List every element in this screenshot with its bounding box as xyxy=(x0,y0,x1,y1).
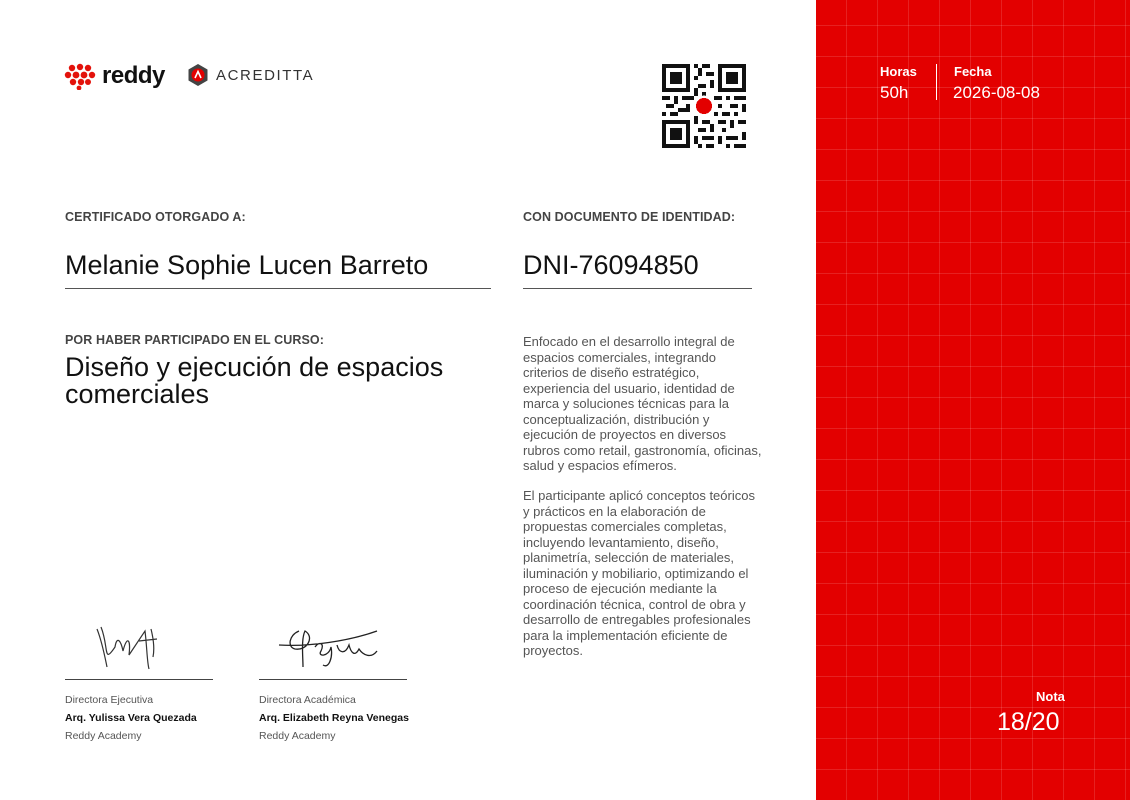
reddy-logo xyxy=(64,62,165,90)
signature-icon xyxy=(65,617,215,672)
signature-icon xyxy=(259,617,409,672)
name-underline xyxy=(65,288,491,289)
acreditta-logo xyxy=(186,63,314,87)
grade-value: 18/20 xyxy=(997,708,1060,736)
side-divider xyxy=(936,64,937,100)
id-label: CON DOCUMENTO DE IDENTIDAD: xyxy=(523,210,736,224)
awarded-label: CERTIFICADO OTORGADO A: xyxy=(65,210,246,224)
signature-line xyxy=(65,679,213,680)
signature-block-executive xyxy=(65,617,215,742)
date-label: Fecha xyxy=(954,64,992,79)
signature-line xyxy=(259,679,407,680)
hours-value: 50h xyxy=(880,83,909,102)
date-value: 2026-08-08 xyxy=(953,83,1040,102)
acreditta-wordmark: ACREDITTA xyxy=(216,66,315,84)
participant-description: El participante aplicó conceptos teóricos y prácticos en la elaboración de propuestas comerciales completas, incluyendo levantamiento, diseño, planimetría, selección de materiales, iluminación y mobiliario, optimizando el proceso de ejecución mediante la coordinación técnica, control de obra y desarrollo de entregables profesionales para la implementación eficiente de proyectos. xyxy=(523,488,755,658)
course-label: POR HABER PARTICIPADO EN EL CURSO: xyxy=(65,333,324,347)
reddy-logo-icon xyxy=(64,62,96,90)
signer-role: Directora Ejecutiva xyxy=(65,694,154,706)
signer-name: Arq. Yulissa Vera Quezada xyxy=(65,712,197,724)
id-underline xyxy=(523,288,752,289)
signer-name: Arq. Elizabeth Reyna Venegas xyxy=(259,712,409,724)
acreditta-logo-icon xyxy=(186,63,210,87)
side-panel xyxy=(816,0,1130,800)
grade-label: Nota xyxy=(1036,689,1065,704)
id-value: DNI-76094850 xyxy=(523,250,699,280)
signer-org: Reddy Academy xyxy=(259,730,336,742)
signer-role: Directora Académica xyxy=(259,694,356,706)
qr-code-icon xyxy=(662,64,746,148)
recipient-name: Melanie Sophie Lucen Barreto xyxy=(65,250,429,280)
signature-block-academic xyxy=(259,617,409,742)
course-title: Diseño y ejecución de espacios comerciales xyxy=(65,352,444,409)
signer-org: Reddy Academy xyxy=(65,730,142,742)
reddy-wordmark: reddy xyxy=(102,62,165,89)
hours-label: Horas xyxy=(880,64,917,79)
course-description: Enfocado en el desarrollo integral de espacios comerciales, integrando criterios de diseño estratégico, experiencia del usuario, identidad de marca y soluciones técnicas para la conceptualización, distribución y ejecución de proyectos en diversos rubros como retail, gastronomía, oficinas, salud y espacios efímeros. xyxy=(523,334,762,473)
